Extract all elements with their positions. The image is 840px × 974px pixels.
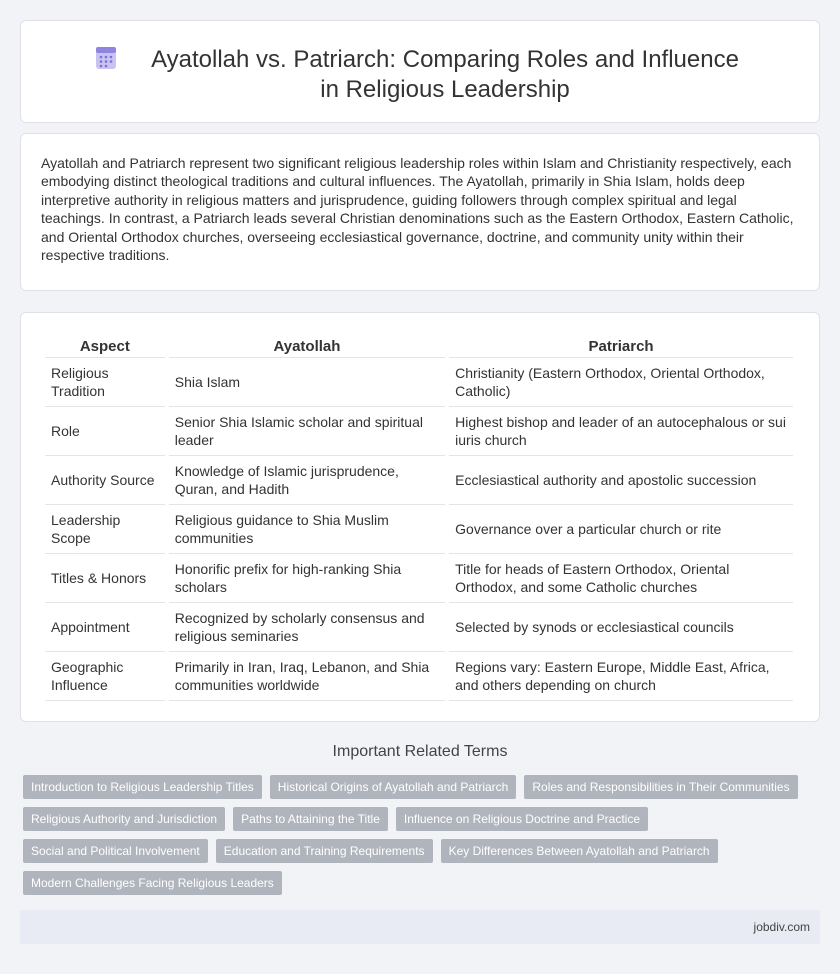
cell-patriarch: Title for heads of Eastern Orthodox, Oriental Orthodox, and some Catholic churches: [449, 554, 793, 603]
related-term-tag[interactable]: Historical Origins of Ayatollah and Patriarch: [270, 775, 517, 799]
page-title: Ayatollah vs. Patriarch: Comparing Roles and Influence in Religious Leadership: [151, 46, 739, 103]
cell-patriarch: Governance over a particular church or rite: [449, 505, 793, 554]
cell-patriarch: Highest bishop and leader of an autocephalous or sui iuris church: [449, 407, 793, 456]
footer: [20, 910, 820, 944]
cell-ayatollah: Shia Islam: [169, 358, 445, 407]
intro-card: [20, 133, 820, 291]
cell-ayatollah: Primarily in Iran, Iraq, Lebanon, and Shia communities worldwide: [169, 652, 445, 701]
cell-ayatollah: Senior Shia Islamic scholar and spiritual leader: [169, 407, 445, 456]
table-row: [45, 358, 793, 407]
cell-patriarch: Regions vary: Eastern Europe, Middle East, Africa, and others depending on church: [449, 652, 793, 701]
table-row: [45, 652, 793, 701]
header-ayatollah: Ayatollah: [169, 335, 445, 358]
comparison-card: [20, 312, 820, 722]
table-header-row: [45, 335, 793, 358]
related-term-tag[interactable]: Education and Training Requirements: [216, 839, 433, 863]
related-term-tag[interactable]: Religious Authority and Jurisdiction: [23, 807, 225, 831]
cell-ayatollah: Knowledge of Islamic jurisprudence, Quran, and Hadith: [169, 456, 445, 505]
related-term-tag[interactable]: Modern Challenges Facing Religious Leaders: [23, 871, 282, 895]
table-row: [45, 505, 793, 554]
related-term-tag[interactable]: Key Differences Between Ayatollah and Patriarch: [441, 839, 718, 863]
cell-aspect: Religious Tradition: [45, 358, 165, 407]
related-term-tag[interactable]: Social and Political Involvement: [23, 839, 208, 863]
table-row: [45, 603, 793, 652]
intro-paragraph: Ayatollah and Patriarch represent two significant religious leadership roles within Islam and Christianity respectively, each embodying distinct theological traditions and cultural influences. The Ayatollah, primarily in Shia Islam, holds deep interpretive authority in religious matters and jurisprudence, guiding followers through complex spiritual and legal teachings. In contrast, a Patriarch leads several Christian denominations such as the Eastern Orthodox, Eastern Catholic, and Oriental Orthodox churches, overseeing ecclesiastical governance, doctrine, and community unity within their respective traditions.: [41, 155, 794, 264]
cell-ayatollah: Religious guidance to Shia Muslim communities: [169, 505, 445, 554]
cell-aspect: Appointment: [45, 603, 165, 652]
cell-patriarch: Selected by synods or ecclesiastical councils: [449, 603, 793, 652]
header-aspect: Aspect: [45, 335, 165, 358]
title-card: [20, 20, 820, 123]
cell-aspect: Role: [45, 407, 165, 456]
related-term-tag[interactable]: Roles and Responsibilities in Their Communities: [524, 775, 797, 799]
related-term-tag[interactable]: Paths to Attaining the Title: [233, 807, 388, 831]
cell-ayatollah: Honorific prefix for high-ranking Shia scholars: [169, 554, 445, 603]
header-patriarch: Patriarch: [449, 335, 793, 358]
related-terms-heading: Important Related Terms: [332, 743, 508, 760]
cell-aspect: Titles & Honors: [45, 554, 165, 603]
table-row: [45, 456, 793, 505]
related-term-tag[interactable]: Influence on Religious Doctrine and Practice: [396, 807, 648, 831]
footer-site-link[interactable]: jobdiv.com: [753, 920, 810, 934]
related-terms-list: [23, 775, 813, 895]
comparison-table: [41, 335, 797, 701]
table-row: [45, 554, 793, 603]
cell-patriarch: Christianity (Eastern Orthodox, Oriental Orthodox, Catholic): [449, 358, 793, 407]
cell-ayatollah: Recognized by scholarly consensus and religious seminaries: [169, 603, 445, 652]
related-term-tag[interactable]: Introduction to Religious Leadership Titles: [23, 775, 262, 799]
cell-aspect: Geographic Influence: [45, 652, 165, 701]
cell-aspect: Leadership Scope: [45, 505, 165, 554]
cell-patriarch: Ecclesiastical authority and apostolic succession: [449, 456, 793, 505]
table-row: [45, 407, 793, 456]
cell-aspect: Authority Source: [45, 456, 165, 505]
